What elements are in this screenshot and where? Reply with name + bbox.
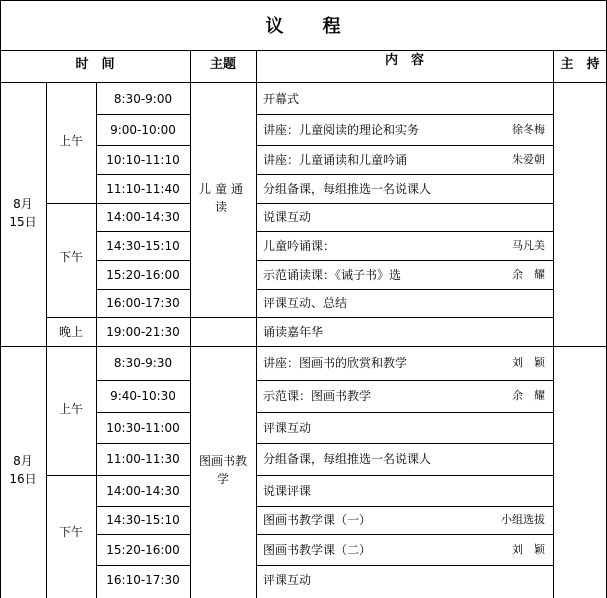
- grid-line: [96, 145, 190, 146]
- time-cell: 16:10-17:30: [106, 573, 180, 587]
- header-host: 主 持: [560, 57, 600, 72]
- grid-line: [256, 114, 553, 115]
- grid-line: [190, 50, 191, 598]
- day1-eve-label: 晚上: [58, 325, 83, 339]
- day1-pm-label: 下午: [58, 250, 83, 264]
- grid-line: [256, 145, 553, 146]
- content-cell: 图画书教学课（一）: [263, 513, 372, 527]
- time-cell: 14:00-14:30: [106, 210, 180, 224]
- time-cell: 10:30-11:00: [106, 421, 180, 435]
- grid-line: [0, 82, 607, 83]
- speaker-cell: 小组选拔: [501, 513, 545, 526]
- grid-line: [0, 0, 607, 1]
- grid-line: [256, 50, 257, 598]
- time-cell: 10:10-11:10: [106, 153, 180, 167]
- header-theme: 主题: [209, 57, 236, 72]
- grid-line: [256, 203, 553, 204]
- grid-line: [46, 82, 47, 598]
- content-cell: 讲座：儿童阅读的理论和实务: [263, 123, 420, 137]
- header-time: 时 间: [75, 57, 115, 72]
- speaker-cell: 余 耀: [512, 268, 545, 281]
- grid-line: [96, 203, 190, 204]
- content-cell: 评课互动: [263, 421, 312, 435]
- time-cell: 16:00-17:30: [106, 296, 180, 310]
- grid-line: [96, 380, 190, 381]
- time-cell: 11:10-11:40: [106, 182, 180, 196]
- grid-line: [96, 231, 190, 232]
- grid-line: [256, 317, 553, 318]
- grid-line: [96, 412, 190, 413]
- grid-line: [0, 346, 607, 347]
- content-cell: 评课互动、总结: [263, 296, 348, 310]
- grid-line: [256, 412, 553, 413]
- grid-line: [553, 50, 554, 598]
- speaker-cell: 朱爱朝: [512, 153, 545, 166]
- grid-line: [256, 380, 553, 381]
- content-cell: 说课评课: [263, 484, 312, 498]
- speaker-cell: 马凡美: [512, 239, 545, 252]
- grid-line: [256, 506, 553, 507]
- grid-line: [256, 231, 553, 232]
- grid-line: [256, 565, 553, 566]
- time-cell: 15:20-16:00: [106, 543, 180, 557]
- speaker-cell: 刘 颖: [512, 543, 545, 556]
- content-cell: 示范课：图画书教学: [263, 389, 372, 403]
- time-cell: 14:00-14:30: [106, 484, 180, 498]
- day2-theme: 图画书教学: [198, 454, 247, 486]
- content-cell: 儿童吟诵课：: [263, 239, 336, 253]
- grid-line: [256, 260, 553, 261]
- content-cell: 讲座：儿童诵读和儿童吟诵: [263, 153, 408, 167]
- grid-line: [96, 260, 190, 261]
- content-cell: 分组备课，每组推选一名说课人: [263, 452, 432, 466]
- time-cell: 14:30-15:10: [106, 513, 180, 527]
- time-cell: 11:00-11:30: [106, 452, 180, 466]
- speaker-cell: 刘 颖: [512, 356, 545, 369]
- day1-date-text: 8月 15日: [9, 197, 37, 229]
- grid-line: [0, 0, 1, 598]
- speaker-cell: 余 耀: [512, 389, 545, 402]
- grid-line: [256, 534, 553, 535]
- grid-line: [96, 174, 190, 175]
- day2-date-text: 8月 16日: [9, 454, 37, 486]
- day1-am-label: 上午: [58, 134, 83, 148]
- content-cell: 开幕式: [263, 92, 300, 106]
- grid-line: [96, 475, 190, 476]
- day2-date: [0, 452, 46, 488]
- time-cell: 19:00-21:30: [106, 325, 180, 339]
- time-cell: 8:30-9:30: [113, 356, 173, 370]
- day1-theme: 儿童通读: [198, 182, 247, 214]
- grid-line: [96, 565, 190, 566]
- header-content: 内 容: [384, 53, 424, 68]
- time-cell: 15:20-16:00: [106, 268, 180, 282]
- day2-am-label: 上午: [58, 402, 83, 416]
- content-cell: 说课互动: [263, 210, 312, 224]
- content-cell: 分组备课，每组推选一名说课人: [263, 182, 432, 196]
- content-cell: 示范诵读课：《诫子书》选: [263, 268, 402, 282]
- grid-line: [256, 289, 553, 290]
- grid-line: [256, 475, 553, 476]
- content-cell: 评课互动: [263, 573, 312, 587]
- time-cell: 9:40-10:30: [110, 389, 176, 403]
- grid-line: [96, 534, 190, 535]
- grid-line: [96, 114, 190, 115]
- content-cell: 诵读嘉年华: [263, 325, 324, 339]
- grid-line: [256, 443, 553, 444]
- time-cell: 8:30-9:00: [113, 92, 173, 106]
- day1-date: [0, 195, 46, 231]
- grid-line: [0, 50, 607, 51]
- time-cell: 14:30-15:10: [106, 239, 180, 253]
- grid-line: [96, 506, 190, 507]
- content-cell: 图画书教学课（二）: [263, 543, 372, 557]
- grid-line: [256, 174, 553, 175]
- time-cell: 9:00-10:00: [110, 123, 176, 137]
- speaker-cell: 徐冬梅: [512, 123, 545, 136]
- day2-pm-label: 下午: [58, 525, 83, 539]
- content-cell: 讲座：图画书的欣赏和教学: [263, 356, 408, 370]
- grid-line: [96, 317, 190, 318]
- page-title: 议 程: [265, 16, 342, 37]
- grid-line: [96, 443, 190, 444]
- grid-line: [96, 289, 190, 290]
